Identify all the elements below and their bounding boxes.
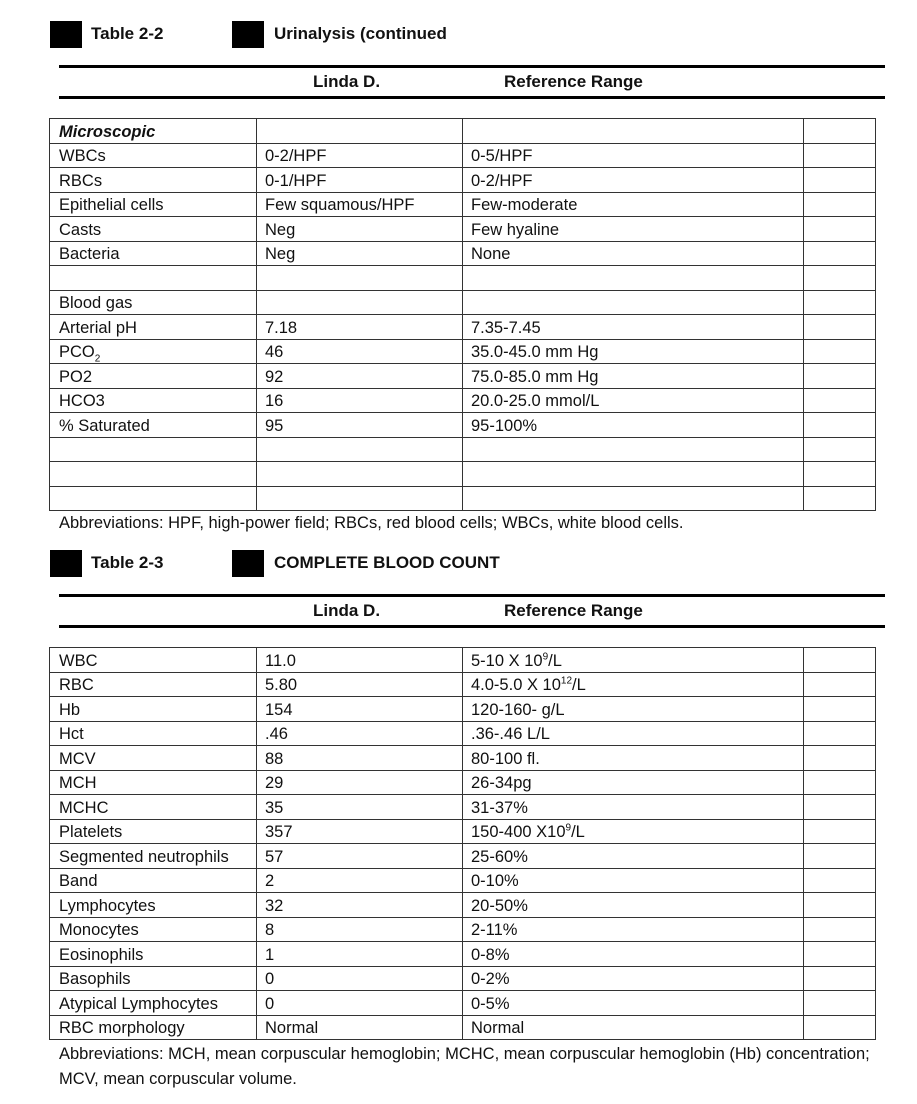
row-blank — [804, 241, 876, 266]
row-reference-text: Few-moderate — [471, 196, 578, 214]
row-label — [50, 413, 257, 438]
row-reference — [463, 991, 804, 1016]
row-value-text: 8 — [265, 921, 275, 939]
table-row — [50, 437, 876, 462]
row-reference-text: 7.35-7.45 — [471, 318, 541, 337]
row-reference — [463, 770, 804, 795]
row-label — [50, 364, 257, 389]
row-label-text: WBC — [59, 651, 98, 670]
row-blank — [804, 770, 876, 795]
row-label-text: RBCs — [59, 171, 103, 190]
row-label-text: Blood gas — [59, 294, 133, 312]
table-title-marker — [232, 21, 264, 48]
row-label — [50, 217, 257, 242]
row-label — [50, 290, 257, 315]
table-row — [50, 721, 876, 746]
row-value — [257, 388, 463, 413]
row-value-text: Neg — [265, 245, 296, 263]
row-label-text: % Saturated — [59, 416, 150, 435]
row-value-text: 1 — [265, 945, 275, 964]
row-value-text: 7.18 — [265, 318, 298, 337]
row-value-text: 35 — [265, 798, 284, 817]
row-value — [257, 315, 463, 340]
row-value-text: 46 — [265, 343, 284, 361]
row-label — [50, 437, 257, 462]
table-number-marker — [50, 21, 82, 48]
table-row — [50, 119, 876, 144]
header-rule — [59, 625, 885, 628]
row-reference-exponent: 9 — [565, 822, 572, 834]
table-row — [50, 241, 876, 266]
row-reference — [463, 315, 804, 340]
row-reference — [463, 648, 804, 673]
row-blank — [804, 942, 876, 967]
row-label-text: Hb — [59, 700, 81, 719]
row-value-text: 5.80 — [265, 676, 298, 694]
row-label — [50, 893, 257, 918]
row-label — [50, 770, 257, 795]
row-value-text: Normal — [265, 1019, 319, 1037]
row-reference-text: Few hyaline — [471, 220, 560, 239]
row-reference-main: 5-10 X 10 — [471, 651, 543, 670]
row-blank — [804, 413, 876, 438]
row-reference-exponent: 12 — [560, 675, 573, 687]
row-value — [257, 795, 463, 820]
table-row — [50, 868, 876, 893]
row-reference — [463, 966, 804, 991]
row-label-text: Band — [59, 872, 98, 890]
row-reference — [463, 388, 804, 413]
row-reference — [463, 364, 804, 389]
row-reference-text: 35.0-45.0 mm Hg — [471, 343, 599, 361]
row-label-text: HCO3 — [59, 392, 105, 410]
row-label — [50, 942, 257, 967]
row-reference-text: 0-8% — [471, 945, 510, 964]
header-rule — [59, 96, 885, 99]
row-value — [257, 437, 463, 462]
row-label — [50, 241, 257, 266]
row-reference — [463, 486, 804, 511]
row-reference — [463, 942, 804, 967]
row-reference-text: 95-100% — [471, 416, 538, 435]
row-reference — [463, 672, 804, 697]
table-number-marker — [50, 550, 82, 577]
row-blank — [804, 339, 876, 364]
row-reference-text: .36-.46 L/L — [471, 725, 550, 743]
table-row — [50, 192, 876, 217]
row-value-text: 0 — [265, 994, 275, 1013]
row-reference — [463, 462, 804, 487]
row-blank — [804, 746, 876, 771]
row-blank — [804, 437, 876, 462]
row-blank — [804, 266, 876, 291]
row-label — [50, 388, 257, 413]
row-label — [50, 648, 257, 673]
row-value-text: 29 — [265, 774, 284, 792]
row-label — [50, 966, 257, 991]
urinalysis-table — [49, 118, 876, 511]
row-label-main: PCO — [59, 343, 95, 361]
row-reference — [463, 819, 804, 844]
row-label — [50, 819, 257, 844]
top-rule — [59, 594, 885, 597]
row-reference-text: 26-34pg — [471, 774, 532, 792]
table-row — [50, 917, 876, 942]
row-value — [257, 339, 463, 364]
table-row — [50, 746, 876, 771]
row-label — [50, 917, 257, 942]
table-row — [50, 168, 876, 193]
row-label — [50, 991, 257, 1016]
table-row — [50, 648, 876, 673]
row-label — [50, 192, 257, 217]
row-label-text: WBCs — [59, 147, 106, 165]
row-reference-text: 0-2% — [471, 970, 510, 988]
row-value-text: 2 — [265, 872, 275, 890]
row-blank — [804, 486, 876, 511]
row-reference-unit: /L — [572, 676, 586, 694]
table-title-marker — [232, 550, 264, 577]
row-blank — [804, 648, 876, 673]
row-value — [257, 1015, 463, 1040]
row-blank — [804, 168, 876, 193]
row-value — [257, 266, 463, 291]
row-label-text: Bacteria — [59, 245, 120, 263]
row-reference-text: 80-100 fl. — [471, 749, 540, 768]
row-blank — [804, 290, 876, 315]
row-reference-unit: /L — [548, 651, 562, 670]
table-row — [50, 364, 876, 389]
row-value — [257, 697, 463, 722]
row-blank — [804, 217, 876, 242]
row-label — [50, 339, 257, 364]
table-number: Table 2-3 — [91, 553, 164, 572]
row-value — [257, 893, 463, 918]
row-label — [50, 746, 257, 771]
table-row — [50, 770, 876, 795]
row-value-text: 0 — [265, 970, 275, 988]
row-reference — [463, 192, 804, 217]
table-title: Urinalysis (continued — [274, 24, 447, 43]
row-blank — [804, 462, 876, 487]
row-blank — [804, 672, 876, 697]
row-blank — [804, 315, 876, 340]
row-reference — [463, 917, 804, 942]
row-label-text: Microscopic — [59, 122, 156, 141]
row-reference-text: 20-50% — [471, 896, 528, 915]
table-title: COMPLETE BLOOD COUNT — [274, 553, 500, 572]
row-value — [257, 462, 463, 487]
row-label — [50, 868, 257, 893]
row-reference — [463, 217, 804, 242]
table-row — [50, 1015, 876, 1040]
row-value — [257, 917, 463, 942]
row-value-text: .46 — [265, 725, 288, 743]
column-header-reference: Reference Range — [504, 601, 643, 620]
row-value-text: 92 — [265, 367, 284, 386]
row-label-text: MCH — [59, 774, 97, 792]
row-value-text: Neg — [265, 220, 296, 239]
table-abbreviations: Abbreviations: MCH, mean corpuscular hemoglobin; MCHC, mean corpuscular hemoglobin (Hb) concentration; MCV, mean corpuscular volume. — [59, 1045, 870, 1088]
row-label — [50, 721, 257, 746]
row-value-text: 32 — [265, 896, 284, 915]
column-header-reference: Reference Range — [504, 72, 643, 91]
row-label-text: Eosinophils — [59, 945, 144, 964]
row-label-text: MCV — [59, 749, 96, 768]
row-value-text: 154 — [265, 700, 293, 719]
row-reference-main: 150-400 X10 — [471, 823, 566, 841]
row-value-text: 88 — [265, 749, 284, 768]
row-blank — [804, 721, 876, 746]
row-reference — [463, 143, 804, 168]
row-value-text: 16 — [265, 392, 284, 410]
row-value — [257, 819, 463, 844]
row-reference — [463, 868, 804, 893]
row-label — [50, 844, 257, 869]
row-value-text: 11.0 — [265, 651, 296, 670]
row-blank — [804, 991, 876, 1016]
row-reference — [463, 119, 804, 144]
row-label — [50, 1015, 257, 1040]
row-value-text: Few squamous/HPF — [265, 196, 415, 214]
row-label — [50, 315, 257, 340]
table-number: Table 2-2 — [91, 24, 164, 43]
row-value — [257, 119, 463, 144]
table-row — [50, 486, 876, 511]
row-value — [257, 486, 463, 511]
row-value-text: 57 — [265, 847, 284, 866]
row-reference — [463, 746, 804, 771]
table-row — [50, 217, 876, 242]
row-reference-text: 2-11% — [471, 921, 518, 939]
row-value — [257, 966, 463, 991]
table-row — [50, 315, 876, 340]
table-row — [50, 991, 876, 1016]
row-label — [50, 697, 257, 722]
row-blank — [804, 917, 876, 942]
row-value — [257, 290, 463, 315]
row-value — [257, 942, 463, 967]
row-label-text: MCHC — [59, 798, 109, 817]
row-value — [257, 192, 463, 217]
row-reference-text: 20.0-25.0 mmol/L — [471, 392, 600, 410]
row-blank — [804, 697, 876, 722]
row-reference — [463, 168, 804, 193]
table-row — [50, 462, 876, 487]
table-row — [50, 266, 876, 291]
row-reference — [463, 437, 804, 462]
row-label-text: Arterial pH — [59, 318, 137, 337]
row-reference-main: 4.0-5.0 X 10 — [471, 676, 561, 694]
table-row — [50, 290, 876, 315]
row-label-text: PO2 — [59, 367, 93, 386]
row-value — [257, 746, 463, 771]
row-value — [257, 364, 463, 389]
table-row — [50, 143, 876, 168]
top-rule — [59, 65, 885, 68]
row-value-text: 357 — [265, 823, 293, 841]
row-reference — [463, 266, 804, 291]
row-reference-text: None — [471, 245, 511, 263]
row-value — [257, 868, 463, 893]
row-label — [50, 266, 257, 291]
row-reference — [463, 697, 804, 722]
row-blank — [804, 868, 876, 893]
row-reference — [463, 339, 804, 364]
row-blank — [804, 844, 876, 869]
row-reference-text: 0-5% — [471, 994, 510, 1013]
row-reference-text: 31-37% — [471, 798, 528, 817]
row-reference — [463, 290, 804, 315]
row-reference-text: 0-2/HPF — [471, 171, 533, 190]
row-label-text: Hct — [59, 725, 84, 743]
row-blank — [804, 143, 876, 168]
row-label — [50, 119, 257, 144]
row-reference — [463, 241, 804, 266]
row-blank — [804, 119, 876, 144]
row-reference — [463, 1015, 804, 1040]
row-reference-text: Normal — [471, 1019, 525, 1037]
row-value — [257, 143, 463, 168]
row-reference — [463, 844, 804, 869]
row-label — [50, 672, 257, 697]
row-reference-exponent: 9 — [542, 651, 549, 662]
row-value-text: 95 — [265, 416, 284, 435]
table-row — [50, 413, 876, 438]
row-value — [257, 648, 463, 673]
row-label — [50, 795, 257, 820]
table-row — [50, 697, 876, 722]
row-blank — [804, 795, 876, 820]
table-row — [50, 672, 876, 697]
row-label — [50, 462, 257, 487]
row-reference-text: 0-5/HPF — [471, 147, 533, 165]
row-label — [50, 143, 257, 168]
row-blank — [804, 1015, 876, 1040]
row-reference — [463, 893, 804, 918]
row-reference — [463, 795, 804, 820]
row-reference-text: 0-10% — [471, 872, 519, 890]
row-value — [257, 217, 463, 242]
row-reference-text: 25-60% — [471, 847, 528, 866]
table-row — [50, 844, 876, 869]
row-label — [50, 486, 257, 511]
row-label — [50, 168, 257, 193]
column-header-patient: Linda D. — [313, 601, 381, 620]
row-value — [257, 991, 463, 1016]
row-value-text: 0-2/HPF — [265, 147, 327, 165]
table-row — [50, 795, 876, 820]
row-reference — [463, 721, 804, 746]
row-value — [257, 770, 463, 795]
row-label-text: Monocytes — [59, 921, 139, 939]
row-label-text: Atypical Lymphocytes — [59, 994, 218, 1013]
row-blank — [804, 819, 876, 844]
table-row — [50, 339, 876, 364]
row-value — [257, 413, 463, 438]
row-label-text: Platelets — [59, 823, 123, 841]
column-header-patient: Linda D. — [313, 72, 381, 91]
row-value — [257, 844, 463, 869]
row-blank — [804, 192, 876, 217]
row-value — [257, 168, 463, 193]
row-blank — [804, 364, 876, 389]
row-label-text: Epithelial cells — [59, 196, 164, 214]
row-label-text: RBC — [59, 676, 94, 694]
row-reference-unit: /L — [571, 823, 585, 841]
table-abbreviations: Abbreviations: HPF, high-power field; RBCs, red blood cells; WBCs, white blood cells. — [59, 514, 684, 532]
table-row — [50, 819, 876, 844]
table-row — [50, 942, 876, 967]
row-reference-text: 120-160- g/L — [471, 700, 565, 719]
row-label-text: Segmented neutrophils — [59, 847, 229, 866]
row-label-text: Basophils — [59, 970, 131, 988]
row-value — [257, 721, 463, 746]
row-label-text: Casts — [59, 220, 102, 239]
cbc-table — [49, 647, 876, 1040]
table-row — [50, 893, 876, 918]
row-value — [257, 241, 463, 266]
row-blank — [804, 966, 876, 991]
row-blank — [804, 893, 876, 918]
row-label-text: RBC morphology — [59, 1019, 185, 1037]
row-label-sub: 2 — [94, 353, 101, 364]
row-value-text: 0-1/HPF — [265, 171, 327, 190]
table-row — [50, 388, 876, 413]
table-row — [50, 966, 876, 991]
row-blank — [804, 388, 876, 413]
row-reference — [463, 413, 804, 438]
row-reference-text: 75.0-85.0 mm Hg — [471, 367, 599, 386]
row-value — [257, 672, 463, 697]
row-label-text: Lymphocytes — [59, 896, 156, 915]
